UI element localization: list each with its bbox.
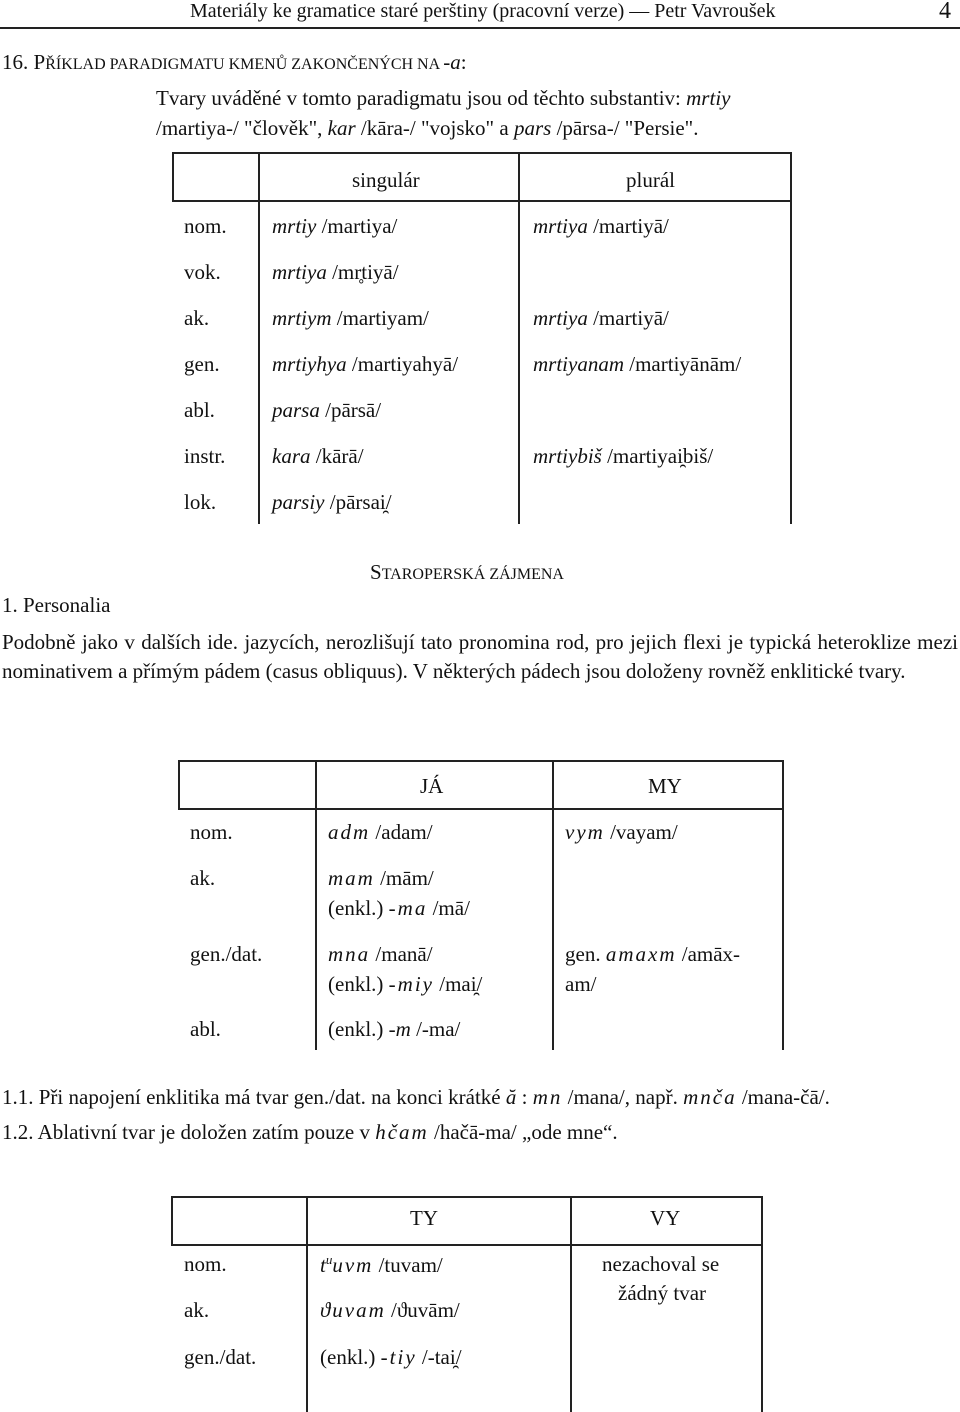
heading-initial: S [370, 560, 382, 584]
table-border-right [782, 760, 784, 1050]
section-title-colon: : [460, 50, 467, 74]
sg-form: mrtiyhya /martiyahyā/ [272, 352, 459, 376]
sg-form: mrtiym /martiyam/ [272, 306, 429, 330]
section-number: 16. [2, 50, 29, 74]
pl-form: mrtiya /martiyā/ [533, 306, 669, 330]
running-title: Materiály ke gramatice staré perštiny (pracovní verze) — Petr Vavroušek [190, 0, 776, 22]
ja-gen-enclitic: (enkl.) -miy /mai̯/ [328, 972, 483, 996]
my-gen-continued: am/ [565, 972, 597, 996]
table-border-top [178, 760, 783, 762]
my-nom: vym /vayam/ [565, 820, 678, 844]
intro-word: mrtiy [686, 86, 731, 110]
my-gen: gen. amaxm /amāx- [565, 942, 741, 966]
intro-text: /pārsa-/ "Persie". [551, 116, 699, 140]
intro-text: /kāra-/ "vojsko" a [355, 116, 514, 140]
intro-word: kar [327, 116, 356, 140]
subsection-label: 1. Personalia [2, 593, 111, 617]
intro-text: Tvary uváděné v tomto paradigmatu jsou od těchto substantiv: [156, 86, 687, 110]
header-plural: plurál [626, 168, 675, 192]
table-border-top [171, 1196, 762, 1198]
table-col-rule-2 [570, 1196, 572, 1412]
table-col-rule-1 [258, 152, 260, 524]
case-label: gen./dat. [190, 942, 263, 966]
sg-form: mrtiy /martiya/ [272, 214, 398, 238]
table-col-rule-1 [306, 1196, 308, 1412]
case-label: vok. [184, 260, 221, 284]
section-title [2, 50, 467, 75]
case-label: nom. [184, 214, 227, 238]
case-label: ak. [184, 306, 210, 330]
table-border-right [761, 1196, 763, 1412]
header-ty: TY [410, 1206, 438, 1230]
header-singular: singulár [352, 168, 420, 192]
table-col-rule-2 [518, 152, 520, 524]
section-title-caps: ŘÍKLAD PARADIGMATU KMENŮ ZAKONČENÝCH NA [45, 56, 444, 73]
header-my: MY [648, 774, 682, 798]
intro-line-1 [156, 86, 730, 111]
table-border-left [178, 760, 180, 809]
ja-abl-enclitic: (enkl.) -m /-ma/ [328, 1017, 461, 1041]
case-label: ak. [190, 866, 216, 890]
vy-note-line-2: žádný tvar [618, 1281, 707, 1305]
sg-form: parsa /pārsā/ [272, 398, 382, 422]
case-label: lok. [184, 490, 217, 514]
case-label: abl. [190, 1017, 221, 1041]
case-label: ak. [184, 1298, 210, 1322]
ty-gen-enclitic: (enkl.) -tiy /-tai̯/ [320, 1345, 462, 1369]
case-label: abl. [184, 398, 215, 422]
case-label: instr. [184, 444, 226, 468]
ja-ak-enclitic: (enkl.) -ma /mā/ [328, 896, 470, 920]
intro-line-2 [156, 116, 699, 141]
vy-note-line-1: nezachoval se [602, 1252, 720, 1276]
ja-ak: mam /mām/ [328, 866, 434, 890]
ja-nom: adm /adam/ [328, 820, 433, 844]
table-header-rule [178, 808, 783, 810]
sg-form: kara /kārā/ [272, 444, 364, 468]
table-border-left [171, 1196, 173, 1245]
page-number: 4 [939, 0, 951, 24]
pronouns-paragraph: Podobně jako v dalších ide. jazycích, nerozlišují tato pronomina rod, pro jejich flexi je typická heteroklize mezi nominativem a přímým pádem (casus obliquus). V některých pádech jsou doloženy rovněž enklitické tvary. [2, 630, 958, 683]
case-label: gen. [184, 352, 220, 376]
note-1-1: 1.1. Při napojení enklitika má tvar gen./dat. na konci krátké ă : mn /mana/, např. mnča /mana-čā/. [2, 1085, 830, 1109]
section-title-suffix: -a [443, 50, 461, 74]
intro-word: pars [513, 116, 552, 140]
pl-form: mrtiya /martiyā/ [533, 214, 669, 238]
header-rule [0, 27, 960, 29]
ty-ak: ϑuvam /ϑuvām/ [320, 1298, 460, 1322]
sg-form: parsiy /pārsai̯/ [272, 490, 392, 514]
table-border-top [172, 152, 791, 154]
case-label: nom. [190, 820, 233, 844]
section-title-initial: P [33, 50, 46, 74]
table-col-rule-2 [552, 760, 554, 1050]
ja-gen: mna /manā/ [328, 942, 433, 966]
table-border-right [790, 152, 792, 524]
ty-nom: $t^uuvm$ /tuvam/ [320, 1252, 443, 1277]
pronouns-heading [370, 560, 564, 585]
case-label: nom. [184, 1252, 227, 1276]
intro-text: /martiya-/ "člověk", [156, 116, 328, 140]
pl-form: mrtiyanam /martiyānām/ [533, 352, 742, 376]
table-border-left [172, 152, 174, 201]
note-1-2: 1.2. Ablativní tvar je doložen zatím pouze v hčam /hačā-ma/ „ode mne“. [2, 1120, 618, 1144]
heading-caps: TAROPERSKÁ ZÁJMENA [381, 566, 564, 583]
header-vy: VY [650, 1206, 681, 1230]
pl-form: mrtiybiš /martiyai̯biš/ [533, 444, 714, 468]
sg-form: mrtiya /mr̥tiyā/ [272, 260, 399, 284]
table-header-rule [172, 200, 791, 202]
header-ja: JÁ [420, 774, 444, 798]
table-header-rule [171, 1244, 762, 1246]
case-label: gen./dat. [184, 1345, 257, 1369]
table-col-rule-1 [315, 760, 317, 1050]
